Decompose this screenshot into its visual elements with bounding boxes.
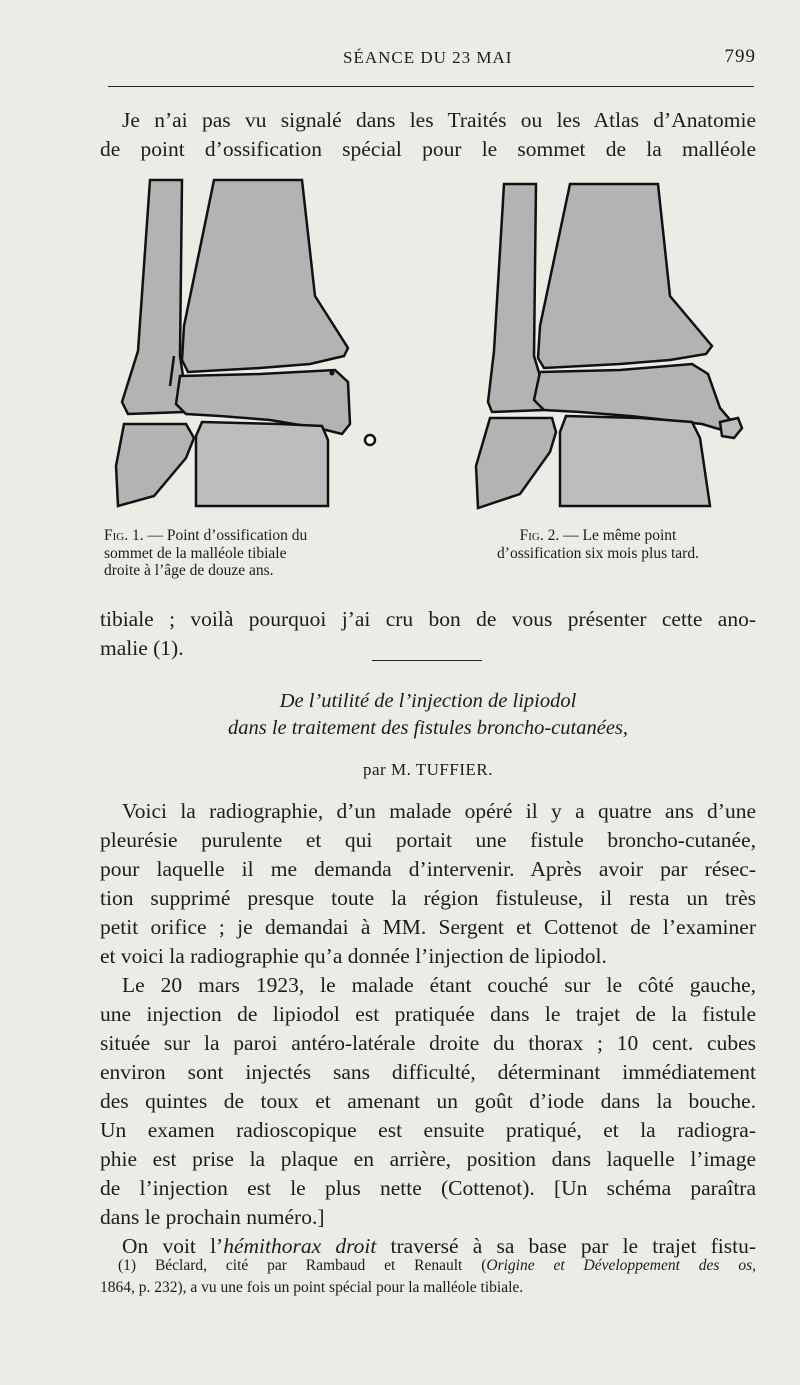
text-line: petit orifice ; je demandai à MM. Sergent et Cottenot de l’examiner <box>100 915 756 939</box>
talus-shape <box>196 422 328 506</box>
fibula-shape <box>122 180 186 414</box>
page-number: 799 <box>724 46 756 67</box>
continuation-paragraph <box>100 605 756 663</box>
text-line: Un examen radioscopique est ensuite pratiqué, et la radiogra- <box>100 1118 756 1142</box>
title-line: dans le traitement des fistules broncho-cutanées, <box>227 717 629 739</box>
running-title: SÉANCE DU 23 MAI <box>343 48 513 67</box>
figure-2-caption <box>448 527 748 562</box>
section-separator <box>372 660 482 661</box>
title-line: De l’utilité de l’injection de lipiodol <box>279 690 577 712</box>
caption-text: d’ossification six mois plus tard. <box>497 544 699 562</box>
text-line: pleurésie purulente et qui portait une fistule broncho-cutanée, <box>100 828 756 852</box>
footnote-line <box>100 1255 756 1277</box>
figure-label: Fig. 1. <box>104 527 144 544</box>
text-line: pour laquelle il me demanda d’intervenir. Après avoir par résec- <box>100 857 756 881</box>
caption-text: — Point d’ossification du <box>147 527 308 544</box>
text-line: dans le prochain numéro.] <box>100 1205 325 1229</box>
footnote <box>100 1255 756 1299</box>
footnote-line: 1864, p. 232), a vu une fois un point spécial pour la malléole tibiale. <box>100 1279 524 1296</box>
text-line: et voici la radiographie qu’a donnée l’injection de lipiodol. <box>100 944 607 968</box>
figure-1-drawing <box>110 176 380 521</box>
text-line: de point d’ossification spécial pour le sommet de la malléole <box>100 137 756 161</box>
article-title <box>100 688 756 742</box>
text-line: Voici la radiographie, d’un malade opéré il y a quatre ans d’une <box>122 799 756 823</box>
caption-text: — Le même point <box>563 527 677 544</box>
figure-2-drawing <box>470 176 750 521</box>
text-line: malie (1). <box>100 636 184 660</box>
tibia-shaft-shape <box>182 180 348 372</box>
caption-text: droite à l’âge de douze ans. <box>104 562 274 579</box>
figure-label: Fig. 2. <box>519 527 560 544</box>
ossification-point <box>720 418 742 438</box>
tibia-shaft-shape <box>538 184 712 368</box>
text-line: tibiale ; voilà pourquoi j’ai cru bon de vous présenter cette ano- <box>100 607 756 631</box>
text-line: Je n’ai pas vu signalé dans les Traités ou les Atlas d’Anatomie <box>122 108 756 132</box>
text-line: environ sont injectés sans difficulté, déterminant immédiatement <box>100 1060 756 1084</box>
lateral-bone-shape <box>476 418 556 508</box>
header-rule <box>108 86 754 87</box>
text-line: de l’injection est le plus nette (Cottenot). [Un schéma paraîtra <box>100 1176 756 1200</box>
text-line: Le 20 mars 1923, le malade étant couché sur le côté gauche, <box>122 973 756 997</box>
text-line: située sur la paroi antéro-latérale droite du thorax ; 10 cent. cubes <box>100 1031 756 1055</box>
text-line: phie est prise la plaque en arrière, position dans laquelle l’image <box>100 1147 756 1171</box>
italic-term: hémithorax droit <box>223 1234 377 1258</box>
fibula-shape <box>488 184 546 412</box>
talus-shape <box>560 416 710 506</box>
ossification-dot <box>330 371 335 376</box>
body-paragraph-2 <box>100 971 756 1232</box>
figure-1-caption <box>104 527 394 580</box>
body-paragraph-1 <box>100 797 756 971</box>
text-line: des quintes de toux et amenant un goût d’iode dans la bouche. <box>100 1089 756 1113</box>
page-header <box>100 44 756 74</box>
text-line: une injection de lipiodol est pratiquée dans le trajet de la fistule <box>100 1002 756 1026</box>
article-byline: par M. TUFFIER. <box>363 760 493 779</box>
footnote-italic: Origine et Développement des os, <box>486 1257 756 1274</box>
ossification-point <box>365 435 375 445</box>
text-run: On voit l’ <box>122 1234 224 1258</box>
text-run: traversé à sa base par le trajet fistu- <box>376 1234 756 1258</box>
caption-text: sommet de la malléole tibiale <box>104 544 287 562</box>
footnote-text: (1) Béclard, cité par Rambaud et Renault ( <box>118 1257 487 1274</box>
intro-paragraph <box>100 106 756 164</box>
lateral-bone-shape <box>116 424 194 506</box>
text-line: tion supprimé presque toute la région fistuleuse, il resta un très <box>100 886 756 910</box>
